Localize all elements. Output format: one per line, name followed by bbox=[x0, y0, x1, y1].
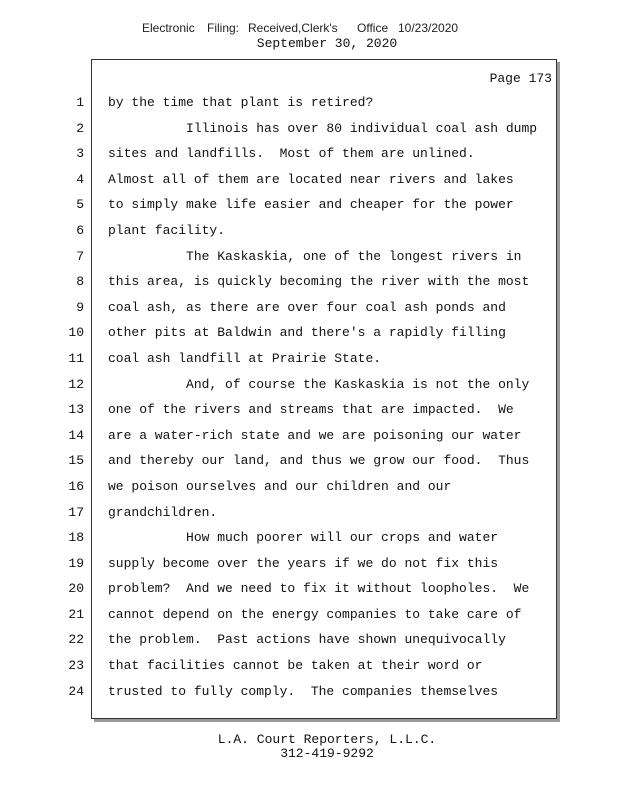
transcript-line bbox=[0, 167, 618, 193]
transcript-line bbox=[0, 679, 618, 705]
line-text: other pits at Baldwin and there's a rapidly filling bbox=[108, 325, 506, 341]
line-text: trusted to fully comply. The companies themselves bbox=[108, 683, 499, 699]
line-text: are a water-rich state and we are poisoning our water bbox=[108, 427, 522, 443]
reporter-company: L.A. Court Reporters, L.L.C. bbox=[217, 732, 437, 747]
line-text: coal ash, as there are over four coal ash ponds and bbox=[108, 299, 506, 315]
line-text: one of the rivers and streams that are impacted. We bbox=[108, 402, 514, 418]
stamp-electronic: Electronic bbox=[142, 21, 195, 35]
line-number: 11 bbox=[68, 350, 84, 366]
line-text: to simply make life easier and cheaper for the power bbox=[108, 197, 514, 213]
line-number: 22 bbox=[68, 632, 84, 648]
transcript-line bbox=[0, 397, 618, 423]
line-number: 10 bbox=[68, 325, 84, 341]
footer bbox=[0, 733, 618, 761]
line-number: 15 bbox=[68, 453, 84, 469]
transcript-line bbox=[0, 116, 618, 142]
line-text: sites and landfills. Most of them are unlined. bbox=[108, 146, 475, 162]
line-text: we poison ourselves and our children and our bbox=[108, 478, 452, 494]
line-number: 8 bbox=[76, 274, 84, 290]
line-number: 3 bbox=[76, 146, 84, 162]
transcript-line bbox=[0, 627, 618, 653]
line-text: The Kaskaskia, one of the longest rivers in bbox=[108, 248, 522, 264]
line-number: 23 bbox=[68, 658, 84, 674]
transcript-line bbox=[0, 448, 618, 474]
line-number: 13 bbox=[68, 402, 84, 418]
line-text: that facilities cannot be taken at their word or bbox=[108, 658, 483, 674]
stamp-filing: Filing: bbox=[207, 21, 240, 35]
transcript-line bbox=[0, 602, 618, 628]
line-number: 21 bbox=[68, 606, 84, 622]
line-text: problem? And we need to fix it without loopholes. We bbox=[108, 581, 530, 597]
line-number: 6 bbox=[76, 222, 84, 238]
line-text: How much poorer will our crops and water bbox=[108, 530, 499, 546]
line-text: Illinois has over 80 individual coal ash dump bbox=[108, 120, 538, 136]
line-number: 24 bbox=[68, 683, 84, 699]
transcript-line bbox=[0, 653, 618, 679]
line-number: 14 bbox=[68, 427, 84, 443]
transcript-line bbox=[0, 192, 618, 218]
transcript-line bbox=[0, 320, 618, 346]
transcript-lines bbox=[0, 90, 618, 704]
transcript-line bbox=[0, 500, 618, 526]
transcript-line bbox=[0, 295, 618, 321]
line-text: by the time that plant is retired? bbox=[108, 95, 374, 110]
line-number: 4 bbox=[76, 171, 84, 187]
line-text: grandchildren. bbox=[108, 504, 218, 520]
line-text: And, of course the Kaskaskia is not the only bbox=[108, 376, 530, 392]
line-text: this area, is quickly becoming the river with the most bbox=[108, 274, 530, 290]
transcript-line bbox=[0, 244, 618, 270]
line-number: 19 bbox=[68, 555, 84, 571]
transcript-line bbox=[0, 525, 618, 551]
line-text: coal ash landfill at Prairie State. bbox=[108, 350, 382, 366]
line-number: 20 bbox=[68, 581, 84, 597]
transcript-line bbox=[0, 218, 618, 244]
line-number: 12 bbox=[68, 376, 84, 392]
line-number: 17 bbox=[68, 504, 84, 520]
line-text: and thereby our land, and thus we grow our food. Thus bbox=[108, 453, 530, 469]
line-number: 7 bbox=[76, 248, 84, 264]
page-number: Page 173 bbox=[489, 71, 552, 86]
transcript-line bbox=[0, 269, 618, 295]
line-number: 5 bbox=[76, 197, 84, 213]
line-text: the problem. Past actions have shown unequivocally bbox=[108, 632, 506, 648]
line-text: Almost all of them are located near rivers and lakes bbox=[108, 171, 514, 187]
line-number: 2 bbox=[76, 120, 84, 136]
hearing-date: September 30, 2020 bbox=[256, 36, 398, 51]
transcript-line bbox=[0, 423, 618, 449]
reporter-phone: 312-419-9292 bbox=[280, 746, 374, 761]
stamp-office: Office bbox=[357, 21, 389, 35]
line-text: cannot depend on the energy companies to take care of bbox=[108, 606, 522, 622]
transcript-line bbox=[0, 576, 618, 602]
line-text: supply become over the years if we do not fix this bbox=[108, 555, 499, 571]
transcript-line bbox=[0, 474, 618, 500]
line-number: 9 bbox=[76, 299, 84, 315]
line-number: 1 bbox=[76, 95, 84, 110]
line-number: 18 bbox=[68, 530, 84, 546]
transcript-line bbox=[0, 551, 618, 577]
line-text: plant facility. bbox=[108, 222, 226, 238]
line-number: 16 bbox=[68, 478, 84, 494]
stamp-date: 10/23/2020 bbox=[398, 21, 459, 35]
transcript-line bbox=[0, 90, 618, 116]
transcript-line bbox=[0, 141, 618, 167]
transcript-line bbox=[0, 372, 618, 398]
stamp-received: Received,Clerk's bbox=[248, 21, 338, 35]
transcript-line bbox=[0, 346, 618, 372]
